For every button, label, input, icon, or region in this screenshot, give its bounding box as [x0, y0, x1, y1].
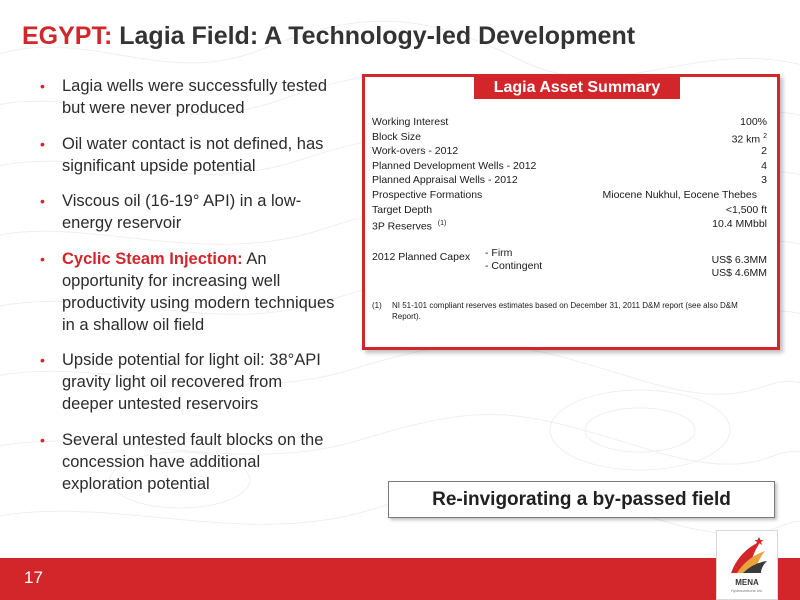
bullet-item — [36, 190, 336, 234]
bullet-item — [36, 349, 336, 415]
summary-label: Prospective Formations — [372, 188, 483, 201]
logo-text: MENA — [735, 578, 759, 587]
summary-label: Working Interest — [372, 116, 449, 128]
title-text: Lagia Field: A Technology-led Development — [119, 22, 636, 50]
bullet-dot-icon: • — [40, 431, 45, 448]
summary-row — [372, 115, 767, 130]
callout-text: Re-invigorating a by-passed field — [432, 488, 731, 510]
bullet-text: Viscous oil (16-19° API) in a low-energy reservoir — [62, 192, 302, 232]
summary-value-text: 32 km — [731, 133, 761, 146]
bullet-item — [36, 133, 336, 177]
page-number: 17 — [24, 568, 43, 587]
capex-types — [485, 247, 542, 273]
capex-values — [712, 254, 767, 280]
summary-value: 3 — [761, 174, 767, 187]
bullet-item — [36, 248, 336, 336]
bullet-text: An opportunity for increasing well productivity using modern techniques in a shallow oil field — [62, 249, 335, 334]
title-country: EGYPT: — [22, 22, 113, 50]
summary-row — [372, 173, 767, 188]
footnote — [372, 300, 767, 322]
summary-label: Planned Appraisal Wells - 2012 — [372, 174, 518, 187]
summary-label: Planned Development Wells - 2012 — [372, 159, 537, 172]
bullet-dot-icon: • — [40, 193, 45, 209]
bullet-list — [36, 75, 336, 508]
summary-row — [372, 188, 767, 203]
summary-value: 2 — [761, 145, 767, 158]
bullet-dot-icon: • — [40, 78, 45, 94]
footnote-text: NI 51-101 compliant reserves estimates based on December 31, 2011 D&M report (see also D&M Report). — [392, 301, 738, 321]
bullet-dot-icon: • — [40, 352, 45, 368]
footer-bar — [0, 558, 800, 600]
summary-label: Target Depth — [372, 203, 433, 216]
summary-row — [372, 144, 767, 159]
capex-contingent-label: - Contingent — [485, 260, 543, 272]
bullet-item — [36, 75, 336, 119]
flame-icon — [717, 531, 779, 579]
bullet-text: Oil water contact is not defined, has significant upside potential — [62, 134, 324, 175]
footnote-mark: (1) — [372, 301, 382, 310]
capex-contingent-value: US$ 4.6MM — [711, 267, 767, 279]
page-title — [22, 22, 635, 51]
bullet-text: Several untested fault blocks on the concession have additional exploration potential — [62, 430, 324, 493]
summary-row — [372, 217, 767, 232]
summary-label-text: 3P Reserves — [372, 220, 432, 233]
superscript: 2 — [763, 132, 767, 140]
summary-table — [372, 115, 767, 232]
bullet-dot-icon: • — [40, 135, 45, 152]
asset-summary-box — [362, 74, 780, 350]
summary-value: <1,500 ft — [725, 203, 767, 216]
summary-title: Lagia Asset Summary — [474, 77, 680, 99]
summary-label: Block Size — [372, 130, 422, 143]
logo-subtext: Hydrocarbons Inc. — [730, 588, 764, 593]
capex-label: 2012 Planned Capex — [372, 251, 471, 263]
summary-row — [372, 203, 767, 218]
bullet-dot-icon: • — [40, 250, 45, 267]
summary-label: Work-overs - 2012 — [372, 145, 459, 158]
superscript: (1) — [437, 220, 447, 228]
bullet-text: Lagia wells were successfully tested but were never produced — [62, 77, 328, 117]
summary-value: 100% — [740, 116, 767, 128]
bullet-item — [36, 429, 336, 495]
callout-box — [388, 481, 775, 518]
summary-header — [365, 77, 777, 99]
summary-value: 10.4 MMbbl — [712, 218, 767, 231]
capex-firm-value: US$ 6.3MM — [711, 254, 767, 266]
summary-row — [372, 130, 767, 145]
bullet-text: Upside potential for light oil: 38°API gravity light oil recovered from deeper untested reservoirs — [62, 351, 321, 413]
company-logo — [716, 530, 778, 600]
summary-row — [372, 159, 767, 174]
summary-value — [732, 130, 767, 145]
capex-firm-label: - Firm — [485, 247, 513, 259]
summary-label — [372, 217, 446, 232]
summary-value: Miocene Nukhul, Eocene Thebes — [602, 188, 757, 201]
bullet-highlight: Cyclic Steam Injection: — [62, 249, 243, 268]
summary-value: 4 — [761, 159, 767, 172]
